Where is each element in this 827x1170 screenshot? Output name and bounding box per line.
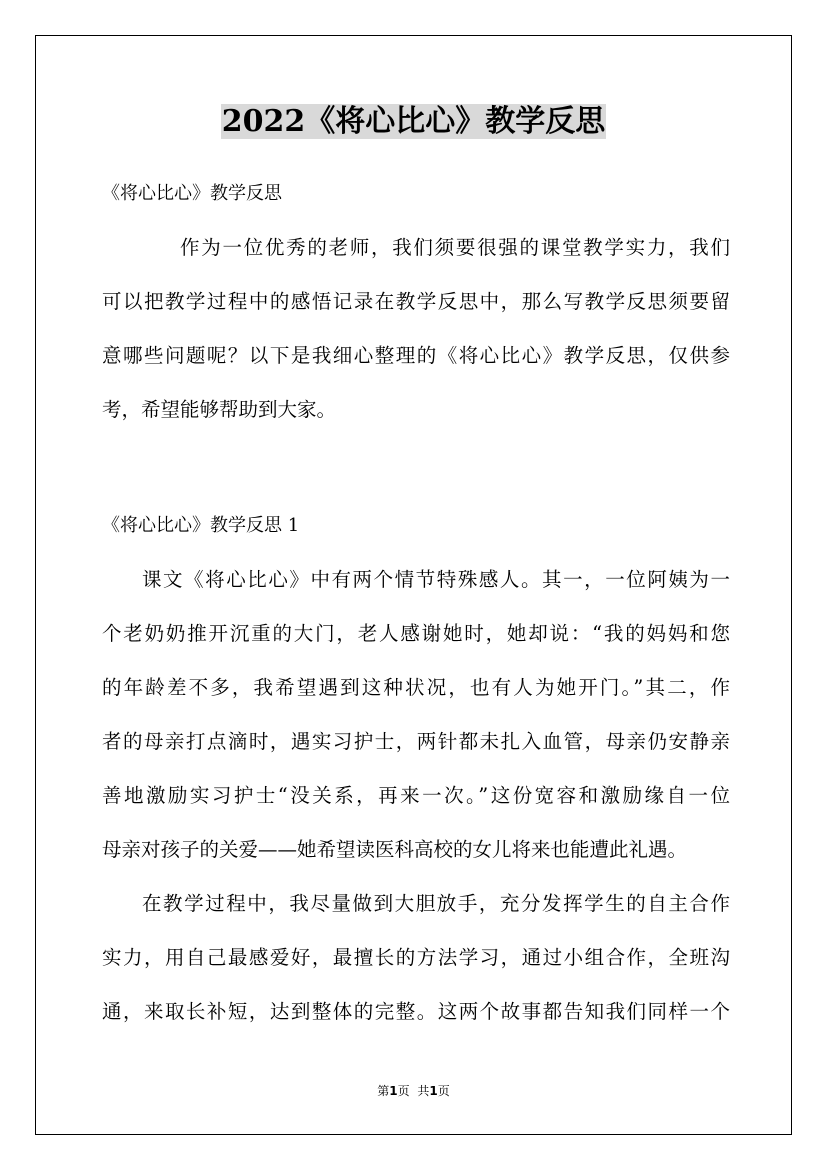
intro-paragraph [102,226,730,442]
paragraph-line: 在教学过程中，我尽量做到大胆放手，充分发挥学生的自主合作 [142,892,730,915]
subtitle: 《将心比心》教学反思 [102,183,282,204]
section-heading: 《将心比心》教学反思 1 [102,515,300,536]
paragraph-2 [102,882,730,1044]
paragraph-line: 实力，用自己最感爱好，最擅长的方法学习，通过小组合作，全班沟 [102,946,730,969]
document-body [102,172,730,1044]
document-title [0,100,827,144]
paragraph-line: 善地激励实习护士“没关系，再来一次。”这份宽容和激励缘自一位 [102,784,730,807]
paragraph-line: 课文《将心比心》中有两个情节特殊感人。其一，一位阿姨为一 [142,568,730,591]
page-prefix: 第 [377,1084,390,1098]
total-suffix: 页 [437,1084,450,1098]
intro-line: 考，希望能够帮助到大家。 [102,398,337,421]
intro-line: 作为一位优秀的老师，我们须要很强的课堂教学实力，我们 [180,236,730,259]
intro-line: 可以把教学过程中的感悟记录在教学反思中，那么写教学反思须要留 [102,290,730,313]
page-footer [0,1083,827,1099]
page-suffix: 页 [397,1084,410,1098]
section-gap [102,442,730,504]
paragraph-1 [102,558,730,882]
paragraph-line: 母亲对孩子的关爱——她希望读医科高校的女儿将来也能遭此礼遇。 [102,838,688,861]
total-prefix: 共 [417,1084,430,1098]
total-pages: 1 [429,1084,438,1098]
paragraph-line: 的年龄差不多，我希望遇到这种状况，也有人为她开门。”其二，作 [102,676,730,699]
paragraph-line: 者的母亲打点滴时，遇实习护士，两针都未扎入血管，母亲仍安静亲 [102,730,730,753]
intro-line: 意哪些问题呢？以下是我细心整理的《将心比心》教学反思，仅供参 [102,344,730,367]
page-number: 1 [389,1084,398,1098]
paragraph-line: 个老奶奶推开沉重的大门，老人感谢她时，她却说：“我的妈妈和您 [102,622,730,645]
paragraph-line: 通，来取长补短，达到整体的完整。这两个故事都告知我们同样一个 [102,1000,730,1023]
document-title-text: 2022《将心比心》教学反思 [221,104,606,139]
